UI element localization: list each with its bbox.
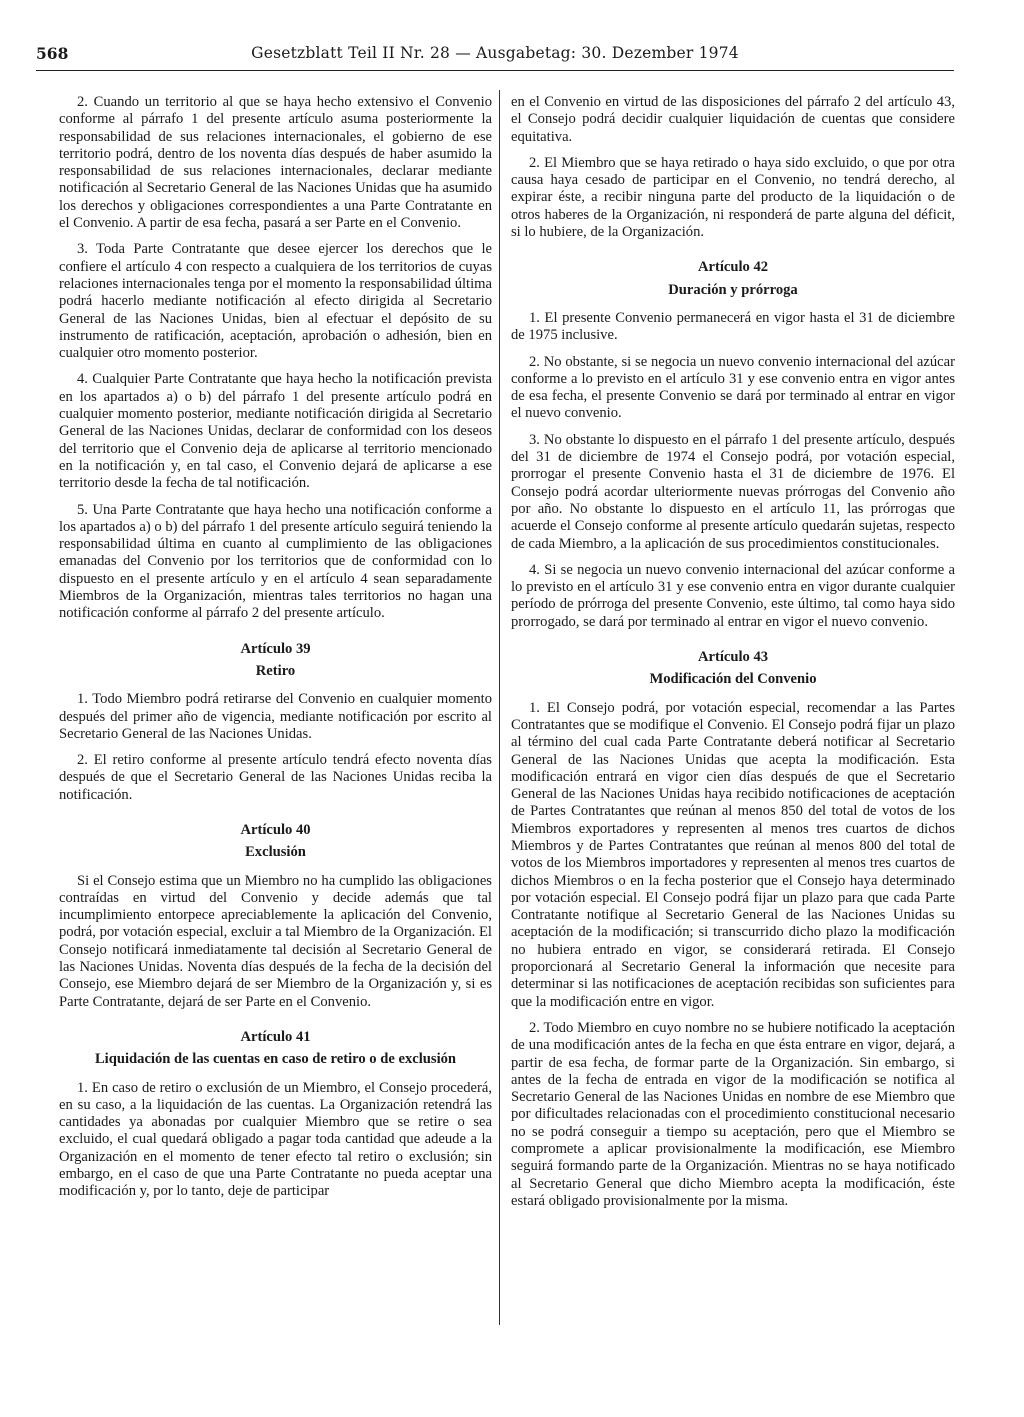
paragraph: 3. Toda Parte Contratante que desee ejercer los derechos que le confiere el artículo 4 con respecto a cualquiera de los territorios de cuyas relaciones internacionales tenga por el momento la responsabilidad última podrá hacerlo mediante notificación al efecto dirigida al Secretario General de las Naciones Unidas, bien al efectuar el depósito de su instrumento de ratificación, aceptación, aprobación o adhesión, bien en cualquier otro momento posterior. [59, 241, 492, 362]
paragraph: 2. Todo Miembro en cuyo nombre no se hubiere notificado la aceptación de una modificación antes de la fecha en que ésta entrare en vigor, dejará, a partir de esa fecha, de formar parte de la Organización. Sin embargo, si antes de la fecha de entrada en vigor de la modificación se notifica al Secretario General de las Naciones Unidas en nombre de ese Miembro que por dificultades relacionadas con el procedimiento constitucional necesario no se podrá conseguir a tiempo su aceptación, pero que el Miembro se compromete a aplicar provisionalmente la modificación, ese Miembro seguirá formando parte de la Organización. Mientras no se haya notificado al Secretario General que dicho Miembro acepta la modificación, éste estará obligado provisionalmente por la misma. [511, 1019, 955, 1209]
paragraph: 1. El presente Convenio permanecerá en vigor hasta el 31 de diciembre de 1975 inclusive. [511, 309, 955, 344]
paragraph: Si el Consejo estima que un Miembro no ha cumplido las obligaciones contraídas en virtud del Convenio y decide además que tal incumplimiento entorpece apreciablemente la aplicación del Convenio, podrá, por votación especial, excluir a tal Miembro de la Organización. El Consejo notificará inmediatamente tal decisión al Secretario General de las Naciones Unidas. Noventa días después de la fecha de la decisión del Consejo, ese Miembro dejará de ser Miembro de la Organización y, si es Parte Contratante, dejará de ser Parte en el Convenio. [59, 872, 492, 1010]
page-header [36, 44, 954, 66]
paragraph: 5. Una Parte Contratante que haya hecho una notificación conforme a los apartados a) o b) del párrafo 1 del presente artículo seguirá teniendo la responsabilidad última en cuanto al cumplimiento de las obligaciones emanadas del Convenio por los territorios que de conformidad con lo dispuesto en el presente artículo y en el artículo 4 sean separadamente Miembros de la Organización, mientras tales territorios no hagan una notificación conforme al párrafo 2 del presente artículo. [59, 501, 492, 622]
paragraph: 4. Si se negocia un nuevo convenio internacional del azúcar conforme a lo previsto en el artículo 31 y ese convenio entra en vigor durante cualquier período de prórroga del presente Convenio, este último, tal como haya sido prorrogado, se dará por terminado al entrar en vigor el nuevo convenio. [511, 561, 955, 630]
page-number: 568 [36, 44, 69, 63]
running-title: Gesetzblatt Teil II Nr. 28 — Ausgabetag: 30. Dezember 1974 [251, 44, 739, 62]
paragraph: 3. No obstante lo dispuesto en el párrafo 1 del presente artículo, después del 31 de diciembre de 1974 el Consejo podrá, por votación especial, prorrogar el presente Convenio hasta el 31 de diciembre de 1976. El Consejo podrá acordar ulteriormente nuevas prórrogas del Convenio año por año. No obstante lo dispuesto en el artículo 11, las prórrogas que acuerde el Consejo conforme al presente artículo quedarán sujetas, respecto de cada Miembro, a la aplicación de sus procedimientos constitucionales. [511, 431, 955, 552]
article-41-heading: Artículo 41 [240, 1028, 311, 1045]
article-41-subtitle: Liquidación de las cuentas en caso de retiro o de exclusión [94, 1051, 457, 1068]
article-39-subtitle: Retiro [255, 662, 296, 679]
article-39-heading: Artículo 39 [240, 640, 311, 657]
article-40-heading: Artículo 40 [240, 821, 311, 838]
paragraph: 2. El Miembro que se haya retirado o haya sido excluido, o que por otra causa haya cesado de participar en el Convenio, no tendrá derecho, al expirar éste, a recibir ninguna parte del producto de la liquidación o de otros haberes de la Organización, ni responderá de parte alguna del déficit, si lo hubiere, de la Organización. [511, 154, 955, 241]
paragraph: 1. Todo Miembro podrá retirarse del Convenio en cualquier momento después del primer año de vigencia, mediante notificación por escrito al Secretario General de las Naciones Unidas. [59, 691, 492, 742]
paragraph: 4. Cualquier Parte Contratante que haya hecho la notificación prevista en los apartados a) o b) del párrafo 1 del presente artículo podrá en cualquier momento posterior, mediante notificación dirigida al Secretario General de las Naciones Unidas, declarar de conformidad con los deseos del territorio que el Convenio deja de aplicarse al territorio mencionado en la notificación y, en tal caso, el Convenio dejará de aplicarse a ese territorio desde la fecha de tal notificación. [59, 371, 492, 492]
article-42-subtitle: Duración y prórroga [668, 281, 798, 298]
paragraph: 2. No obstante, si se negocia un nuevo convenio internacional del azúcar conforme a lo previsto en el artículo 31 y ese convenio entra en vigor antes de esa fecha, el presente Convenio se dará por terminado al entrar en vigor el nuevo convenio. [511, 353, 955, 422]
article-42-heading: Artículo 42 [697, 259, 769, 276]
header-rule [36, 70, 954, 71]
right-column [511, 94, 955, 1219]
article-43-heading: Artículo 43 [697, 649, 769, 666]
paragraph: 2. Cuando un territorio al que se haya hecho extensivo el Convenio conforme al párrafo 1 del presente artículo asuma posteriormente la responsabilidad de sus relaciones internacionales, el gobierno de ese territorio podrá, dentro de los noventa días después de haber asumido la responsabilidad de sus relaciones internacionales, declarar mediante notificación al Secretario General de las Naciones Unidas que ha asumido los derechos y obligaciones correspondientes a una Parte Contratante en el Convenio. A partir de esa fecha, pasará a ser Parte en el Convenio. [59, 94, 492, 232]
article-43-subtitle: Modificación del Convenio [649, 671, 817, 688]
paragraph-continued: en el Convenio en virtud de las disposiciones del párrafo 2 del artículo 43, el Consejo podrá decidir cualquier liquidación de cuentas que considere equitativa. [511, 94, 955, 145]
paragraph: 1. El Consejo podrá, por votación especial, recomendar a las Partes Contratantes que se modifique el Convenio. El Consejo podrá fijar un plazo al término del cual cada Parte Contratante deberá notificar al Secretario General de las Naciones Unidas que acepta la modificación. Esta modificación entrará en vigor cien días después de que el Secretario General de las Naciones Unidas haya recibido notificaciones de aceptación de Partes Contratantes que reúnan al menos 850 del total de votos de los Miembros exportadores y representen al menos tres cuartos de dichos Miembros y de Partes Contratantes que reúnan al menos 800 del total de votos de los Miembros importadores y representen al menos tres cuartos de dichos Miembros o en la fecha posterior que el Consejo haya determinado por votación especial. El Consejo podrá fijar un plazo para que cada Parte Contratante notifique al Secretario General de las Naciones Unidas su aceptación de la modificación; si transcurrido dicho plazo la modificación no hubiera entrado en vigor, se considerará retirada. El Consejo proporcionará al Secretario General la información que necesite para determinar si las notificaciones de aceptación recibidas son suficientes para que la modificación entre en vigor. [511, 699, 955, 1010]
paragraph: 1. En caso de retiro o exclusión de un Miembro, el Consejo procederá, en su caso, a la liquidación de las cuentas. La Organización retendrá las cantidades ya abonadas por cualquier Miembro que se retire o sea excluido, el cual quedará obligado a pagar toda cantidad que adeude a la Organización en el momento de tener efecto tal retiro o exclusión; sin embargo, en el caso de que una Parte Contratante no pueda aceptar una modificación y, por lo tanto, deje de participar [59, 1079, 492, 1200]
article-40-subtitle: Exclusión [245, 844, 306, 861]
column-divider [499, 90, 500, 1325]
left-column [59, 94, 492, 1210]
paragraph: 2. El retiro conforme al presente artículo tendrá efecto noventa días después de que el Secretario General de las Naciones Unidas reciba la notificación. [59, 752, 492, 803]
